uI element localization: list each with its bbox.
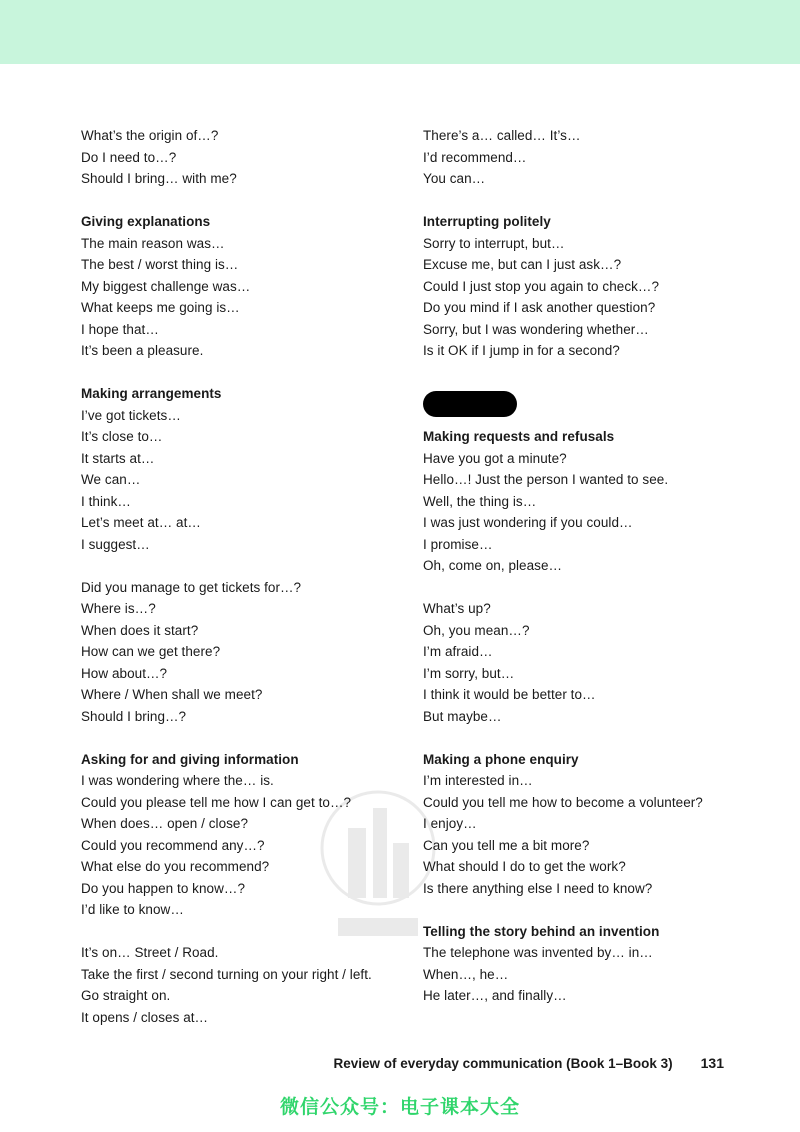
phrase-line: When does… open / close? — [81, 816, 249, 831]
phrase-line: Could you please tell me how I can get to…? — [81, 794, 352, 810]
phrase-line: It’s on… Street / Road. — [81, 945, 219, 960]
phrase-line: The best / worst thing is… — [81, 257, 239, 272]
black-pill-marker — [423, 391, 517, 417]
phrase-line: It’s close to… — [81, 429, 163, 444]
phrase-line: Could you recommend any…? — [81, 837, 265, 853]
phrase-line: Could you tell me how to become a volunteer? — [423, 794, 703, 810]
phrase-line: There’s a… called… It’s… — [423, 128, 581, 143]
phrase-line: Sorry, but I was wondering whether… — [423, 321, 649, 337]
phrase-line: Oh, you mean…? — [423, 622, 530, 638]
phrase-line: Did you manage to get tickets for…? — [81, 579, 302, 595]
phrase-line: I promise… — [423, 536, 493, 552]
phrase-line: Go straight on. — [81, 988, 171, 1003]
publisher-watermark-logo — [318, 768, 438, 943]
phrase-line: When…, he… — [423, 966, 509, 982]
phrase-line: Have you got a minute? — [423, 450, 567, 466]
phrase-line: But maybe… — [423, 708, 502, 724]
phrase-line: I think… — [81, 493, 131, 509]
phrase-line: I’d like to know… — [81, 902, 184, 917]
phrase-line: Excuse me, but can I just ask…? — [423, 257, 622, 272]
phrase-line: The main reason was… — [81, 235, 225, 251]
spacer — [81, 362, 411, 384]
spacer — [423, 190, 753, 212]
section-heading: Interrupting politely — [423, 214, 551, 229]
phrase-line: How about…? — [81, 665, 168, 681]
spacer — [81, 555, 411, 577]
section-heading: Telling the story behind an invention — [423, 923, 660, 939]
phrase-line: I’m interested in… — [423, 773, 533, 788]
phrase-line: What else do you recommend? — [81, 859, 270, 874]
phrase-line: I was wondering where the… is. — [81, 773, 274, 788]
spacer — [423, 577, 753, 599]
page-footer — [334, 1055, 724, 1071]
phrase-line: I hope that… — [81, 321, 159, 337]
phrase-line: What should I do to get the work? — [423, 859, 626, 874]
spacer — [81, 190, 411, 212]
phrase-line: Should I bring…? — [81, 708, 187, 724]
phrase-line: Could I just stop you again to check…? — [423, 278, 660, 294]
phrase-line: It’s been a pleasure. — [81, 343, 204, 358]
section-heading: Giving explanations — [81, 214, 211, 229]
phrase-line: Do you mind if I ask another question? — [423, 300, 656, 315]
phrase-line: Is there anything else I need to know? — [423, 880, 653, 896]
phrase-line: I’m afraid… — [423, 644, 493, 659]
phrase-line: Do I need to…? — [81, 149, 177, 165]
phrase-line: I enjoy… — [423, 816, 477, 831]
phrase-line: I was just wondering if you could… — [423, 515, 633, 530]
header-color-band — [0, 0, 800, 64]
phrase-line: Let’s meet at… at… — [81, 515, 201, 530]
phrase-line: Where / When shall we meet? — [81, 687, 263, 702]
phrase-line: My biggest challenge was… — [81, 278, 251, 294]
phrase-line: Sorry to interrupt, but… — [423, 235, 565, 251]
phrase-line: He later…, and finally… — [423, 988, 567, 1003]
section-heading: Making requests and refusals — [423, 429, 615, 444]
phrase-line: You can… — [423, 171, 486, 186]
phrase-line: Where is…? — [81, 601, 156, 616]
wechat-banner: 微信公众号：电子课本大全 — [279, 1097, 520, 1118]
phrase-line: Take the first / second turning on your right / left. — [81, 966, 372, 982]
phrase-line: The telephone was invented by… in… — [423, 945, 653, 960]
footer-title: Review of everyday communication (Book 1–Book 3) — [333, 1056, 673, 1071]
phrase-line: Do you happen to know…? — [81, 880, 246, 896]
phrase-line: Oh, come on, please… — [423, 558, 563, 573]
phrase-line: I think it would be better to… — [423, 687, 596, 702]
spacer — [423, 899, 753, 921]
phrase-line: I suggest… — [81, 536, 150, 552]
spacer — [81, 727, 411, 749]
spacer — [423, 727, 753, 749]
right-column — [423, 125, 753, 1007]
phrase-line: It opens / closes at… — [81, 1009, 209, 1025]
phrase-line: I’d recommend… — [423, 149, 527, 165]
phrase-line: What’s the origin of…? — [81, 128, 219, 143]
page-number: 131 — [700, 1055, 724, 1071]
phrase-line: Well, the thing is… — [423, 493, 537, 509]
phrase-line: I’ve got tickets… — [81, 407, 181, 423]
phrase-line: Is it OK if I jump in for a second? — [423, 343, 620, 358]
phrase-line: What keeps me going is… — [81, 300, 240, 315]
phrase-line: When does it start? — [81, 622, 199, 638]
section-heading: Making arrangements — [81, 386, 222, 401]
section-heading: Making a phone enquiry — [423, 751, 579, 767]
phrase-line: It starts at… — [81, 450, 155, 466]
spacer — [423, 362, 753, 384]
section-heading: Asking for and giving information — [81, 751, 299, 767]
phrase-line: Can you tell me a bit more? — [423, 837, 590, 853]
phrase-line: We can… — [81, 472, 141, 487]
phrase-line: Should I bring… with me? — [81, 171, 237, 186]
phrase-line: Hello…! Just the person I wanted to see. — [423, 472, 669, 487]
phrase-line: What’s up? — [423, 601, 491, 616]
phrase-line: I’m sorry, but… — [423, 665, 515, 681]
phrase-line: How can we get there? — [81, 644, 221, 659]
